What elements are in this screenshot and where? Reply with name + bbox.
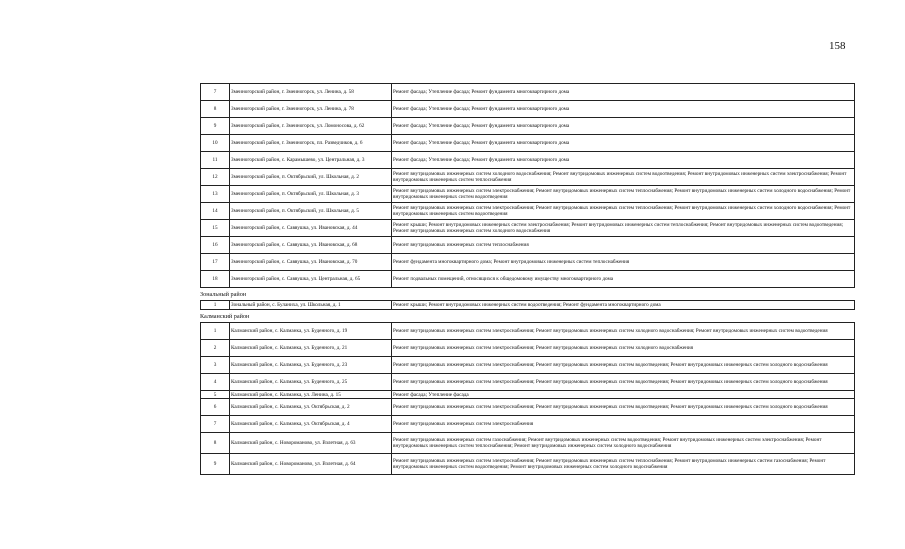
row-number: 4 [201,374,230,391]
row-number: 8 [201,101,230,118]
works-cell: Ремонт внутридомовых инженерных систем электроснабжения; Ремонт внутридомовых инженерных систем теплоснабжения; Ремонт внутридомовых инженерных систем холодного водоснабжения; Ремонт внутридомовых инженерных систем водоотведения [392,203,855,220]
address-cell: Змеиногорский район, г. Змеиногорск, ул. Ленина, д. 78 [230,101,392,118]
works-cell: Ремонт внутридомовых инженерных систем электроснабжения; Ремонт внутридомовых инженерных систем водоотведения; Ремонт внутридомовых инженерных систем холодного водоснабжения [392,357,855,374]
address-cell: Калманский район, с. Калманка, ул. Буденного, д. 23 [230,357,392,374]
works-cell: Ремонт фасада; Утепление фасада; Ремонт фундамента многоквартирного дома [392,135,855,152]
address-cell: Змеиногорский район, г. Змеиногорск, ул. Ленина, д. 58 [230,84,392,101]
row-number: 6 [201,399,230,416]
row-number: 1 [201,301,230,310]
address-cell: Калманский район, с. Калманка, ул. Октябрьская, д. 2 [230,399,392,416]
row-number: 2 [201,340,230,357]
works-cell: Ремонт внутридомовых инженерных систем электроснабжения; Ремонт внутридомовых инженерных систем водоотведения; Ремонт внутридомовых инженерных систем холодного водоснабжения [392,399,855,416]
table-row [201,101,855,118]
address-cell: Змеиногорский район, г. Змеиногорск, ул. Ломоносова, д. 62 [230,118,392,135]
row-number: 7 [201,84,230,101]
table-row [201,454,855,475]
works-cell: Ремонт внутридомовых инженерных систем электроснабжения; Ремонт внутридомовых инженерных систем теплоснабжения; Ремонт внутридомовых инженерных систем холодного водоснабжения; Ремонт внутридомовых инженерных систем водоотведения [392,186,855,203]
row-number: 12 [201,169,230,186]
address-cell: Калманский район, с. Новороманово, ул. Взлетная, д. 64 [230,454,392,475]
address-cell: Змеиногорский район, п. Октябрьский, ул. Школьная, д. 2 [230,169,392,186]
table-row [201,186,855,203]
row-number: 18 [201,271,230,288]
row-number: 11 [201,152,230,169]
address-cell: Змеиногорский район, с. Саввушка, ул. Ивановская, д. 68 [230,237,392,254]
row-number: 16 [201,237,230,254]
works-cell: Ремонт крыши; Ремонт внутридомовых инженерных систем водоотведения; Ремонт фундамента многоквартирного дома [392,301,855,310]
works-cell: Ремонт фасада; Утепление фасада; Ремонт фундамента многоквартирного дома [392,84,855,101]
table-row [201,169,855,186]
row-number: 3 [201,357,230,374]
row-number: 5 [201,391,230,399]
address-cell: Калманский район, с. Калманка, ул. Буденного, д. 21 [230,340,392,357]
works-cell: Ремонт фундамента многоквартирного дома; Ремонт внутридомовых инженерных систем теплоснабжения [392,254,855,271]
address-cell: Змеиногорский район, с. Саввушка, ул. Ивановская, д. 70 [230,254,392,271]
works-cell: Ремонт внутридомовых инженерных систем теплоснабжения [392,237,855,254]
table-row [201,357,855,374]
works-cell: Ремонт фасада; Утепление фасада [392,391,855,399]
address-cell: Калманский район, с. Калманка, ул. Буденного, д. 25 [230,374,392,391]
section-title-zonalny: Зональный район [200,291,247,298]
works-cell: Ремонт внутридомовых инженерных систем холодного водоснабжения; Ремонт внутридомовых инженерных систем водоотведения; Ремонт внутридомовых инженерных систем электроснабжения; Ремонт внутридомовых инженерных систем теплоснабжения [392,169,855,186]
row-number: 14 [201,203,230,220]
works-cell: Ремонт внутридомовых инженерных систем электроснабжения [392,416,855,433]
table-row [201,237,855,254]
row-number: 7 [201,416,230,433]
works-cell: Ремонт фасада; Утепление фасада; Ремонт фундамента многоквартирного дома [392,118,855,135]
row-number: 15 [201,220,230,237]
address-cell: Змеиногорский район, п. Октябрьский, ул. Школьная, д. 3 [230,186,392,203]
address-cell: Зональный район, с. Буланиха, ул. Школьная, д. 1 [230,301,392,310]
works-cell: Ремонт фасада; Утепление фасада; Ремонт фундамента многоквартирного дома [392,101,855,118]
address-cell: Калманский район, с. Калманка, ул. Буденного, д. 19 [230,323,392,340]
table-row [201,118,855,135]
repair-table-zonalny [200,300,855,310]
table-row [201,84,855,101]
table-row [201,254,855,271]
table-row [201,391,855,399]
table-row [201,271,855,288]
table-row [201,374,855,391]
works-cell: Ремонт внутридомовых инженерных систем электроснабжения; Ремонт внутридомовых инженерных систем теплоснабжения; Ремонт внутридомовых инженерных систем газоснабжения; Ремонт внутридомовых инженерных систем водоотведения; Ремонт внутридомовых инженерных систем холодного водоснабжения [392,454,855,475]
works-cell: Ремонт внутридомовых инженерных систем электроснабжения; Ремонт внутридомовых инженерных систем водоотведения; Ремонт внутридомовых инженерных систем холодного водоснабжения [392,374,855,391]
table-row [201,135,855,152]
document-body [200,83,855,475]
table-row [201,433,855,454]
table-row [201,399,855,416]
row-number: 17 [201,254,230,271]
works-cell: Ремонт фасада; Утепление фасада; Ремонт фундамента многоквартирного дома [392,152,855,169]
address-cell: Змеиногорский район, г. Змеиногорск, пл. Разведчиков, д. 6 [230,135,392,152]
works-cell: Ремонт внутридомовых инженерных систем газоснабжения; Ремонт внутридомовых инженерных систем водоотведения; Ремонт внутридомовых инженерных систем электроснабжения; Ремонт внутридомовых инженерных систем теплоснабжения; Ремонт внутридомовых инженерных систем холодного водоснабжения [392,433,855,454]
address-cell: Змеиногорский район, с. Саввушка, ул. Ивановская, д. 44 [230,220,392,237]
page-number: 158 [829,40,846,52]
table-row [201,340,855,357]
works-cell: Ремонт внутридомовых инженерных систем электроснабжения; Ремонт внутридомовых инженерных систем холодного водоснабжения; Ремонт внутридомовых инженерных систем водоотведения [392,323,855,340]
row-number: 10 [201,135,230,152]
table-row [201,323,855,340]
address-cell: Змеиногорский район, с. Саввушка, ул. Центральная, д. 65 [230,271,392,288]
row-number: 9 [201,118,230,135]
address-cell: Калманский район, с. Калманка, ул. Октябрьская, д. 4 [230,416,392,433]
table-row [201,203,855,220]
row-number: 9 [201,454,230,475]
row-number: 13 [201,186,230,203]
address-cell: Змеиногорский район, п. Октябрьский, ул. Школьная, д. 5 [230,203,392,220]
table-row [201,301,855,310]
repair-table-kalmansky [200,322,855,475]
address-cell: Калманский район, с. Калманка, ул. Ленина, д. 15 [230,391,392,399]
row-number: 8 [201,433,230,454]
address-cell: Калманский район, с. Новороманово, ул. Взлетная, д. 63 [230,433,392,454]
works-cell: Ремонт подвальных помещений, относящихся к общедомовому имуществу многоквартирного дома [392,271,855,288]
repair-table-zmeinogorsk [200,83,855,288]
table-row [201,220,855,237]
section-title-kalmansky: Калманский район [200,313,250,320]
table-row [201,416,855,433]
table-row [201,152,855,169]
works-cell: Ремонт крыши; Ремонт внутридомовых инженерных систем электроснабжения; Ремонт внутридомовых инженерных систем теплоснабжения; Ремонт внутридомовых инженерных систем водоотведения; Ремонт внутридомовых инженерных систем холодного водоснабжения [392,220,855,237]
row-number: 1 [201,323,230,340]
works-cell: Ремонт внутридомовых инженерных систем электроснабжения; Ремонт внутридомовых инженерных систем холодного водоснабжения [392,340,855,357]
address-cell: Змеиногорский район, с. Карамышево, ул. Центральная, д. 3 [230,152,392,169]
